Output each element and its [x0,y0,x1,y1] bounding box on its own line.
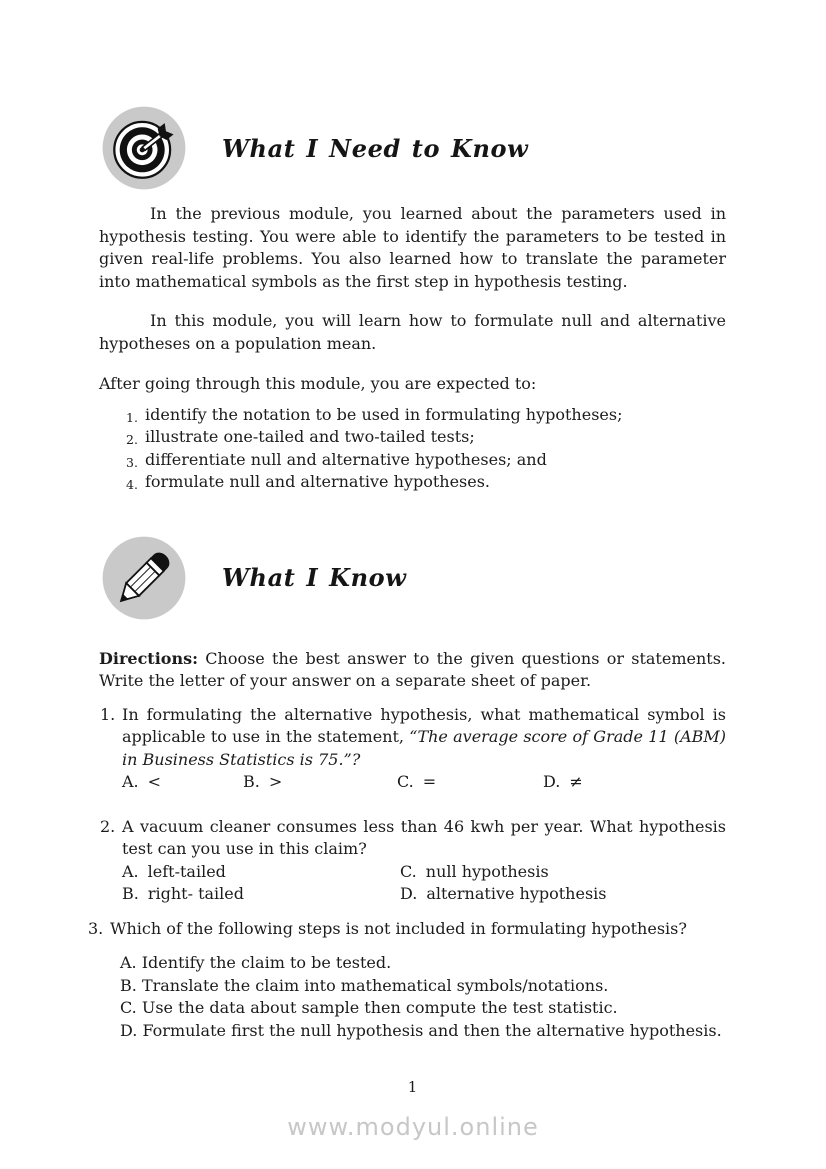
objective-text: identify the notation to be used in formulating hypotheses; [145,404,623,424]
option-a [122,861,400,884]
question-text: In formulating the alternative hypothesis, what mathematical symbol is applicable to use in the statement, [122,704,726,746]
option-label: C. [120,998,137,1017]
option-b [122,883,400,906]
page-content [88,0,727,1042]
intro-paragraph-2: In this module, you will learn how to formulate null and alternative hypotheses on a population mean. [99,311,726,353]
option-text: alternative hypothesis [426,884,607,903]
objective-number: 1. [126,409,138,425]
objective-number: 4. [126,477,138,492]
option-text: < [147,772,162,791]
watermark: www.modyul.online [287,1113,539,1141]
directions-text: Choose the best answer to the given questions or statements. Write the letter of your answer on a separate sheet of paper. [99,648,727,690]
option-text: Use the data about sample then compute the test statistic. [141,998,618,1017]
directions [99,648,726,693]
pencil-icon [99,533,189,623]
option-label: B. [122,884,139,903]
objectives-intro: After going through this module, you are expected to: [99,374,537,393]
objective-item [127,471,726,494]
option-text: null hypothesis [425,861,549,881]
objective-text: illustrate one-tailed and two-tailed tests; [145,427,475,446]
target-icon [99,103,189,193]
section-title: What I Know [222,563,407,592]
objective-item [127,449,726,472]
section-header-what-i-need-to-know [99,103,726,193]
question-1 [99,704,726,772]
option-a [122,771,243,794]
option-text: = [422,772,437,791]
option-text: Identify the claim to be tested. [141,953,392,972]
section-header-what-i-know [99,533,726,623]
option-b [243,771,397,794]
intro-paragraph-1: In the previous module, you learned about the parameters used in hypothesis testing. You were able to identify the parameters to be tested in given real-life problems. You also learned how to translate the parameter into mathematical symbols as the first step in hypothesis testing. [99,204,726,291]
option-label: D. [120,1020,138,1040]
option-text: left-tailed [147,861,226,881]
section-title: What I Need to Know [222,133,529,163]
option-label: A. [120,953,137,972]
question-number: 3. [88,918,104,938]
option-c [400,861,726,884]
option-text: Translate the claim into mathematical symbols/notations. [141,975,609,995]
question-3 [88,918,726,941]
directions-label: Directions: [99,648,198,668]
option-b [120,975,726,998]
question-quote: “The average score of Grade 11 (ABM) in Business Statistics is 75.”? [122,727,727,769]
option-d [543,771,583,794]
option-label: D. [400,884,418,903]
option-text: ≠ [569,772,583,791]
option-d [120,1020,726,1043]
question-number: 2. [100,816,116,836]
question-2 [99,816,726,861]
question-text: A vacuum cleaner consumes less than 46 kwh per year. What hypothesis test can you use in this claim? [122,816,726,858]
objective-text: formulate null and alternative hypotheses. [145,472,491,491]
option-text: right- tailed [147,884,244,903]
option-c [397,771,543,794]
objectives-list [127,404,726,494]
option-label: D. [543,772,561,791]
option-label: C. [397,772,414,791]
option-label: B. [120,975,137,995]
question-number: 1. [100,704,116,724]
option-label: B. [243,772,260,791]
option-text: Formulate first the null hypothesis and then the alternative hypothesis. [142,1020,722,1040]
question-1-options [99,771,726,794]
page-number: 1 [407,1078,418,1096]
option-c [120,997,726,1020]
objective-text: differentiate null and alternative hypotheses; and [145,449,547,469]
option-d [400,883,726,906]
question-text: Which of the following steps is not included in formulating hypothesis? [110,918,687,938]
question-2-options [99,861,726,906]
question-3-options [99,952,726,1042]
objective-number: 2. [126,432,138,447]
objective-item [127,404,726,427]
objective-item [127,426,726,449]
option-label: C. [400,861,417,881]
option-label: A. [122,772,139,791]
objective-number: 3. [126,454,138,470]
option-text: > [268,772,283,791]
option-label: A. [122,861,139,881]
option-a [120,952,726,975]
